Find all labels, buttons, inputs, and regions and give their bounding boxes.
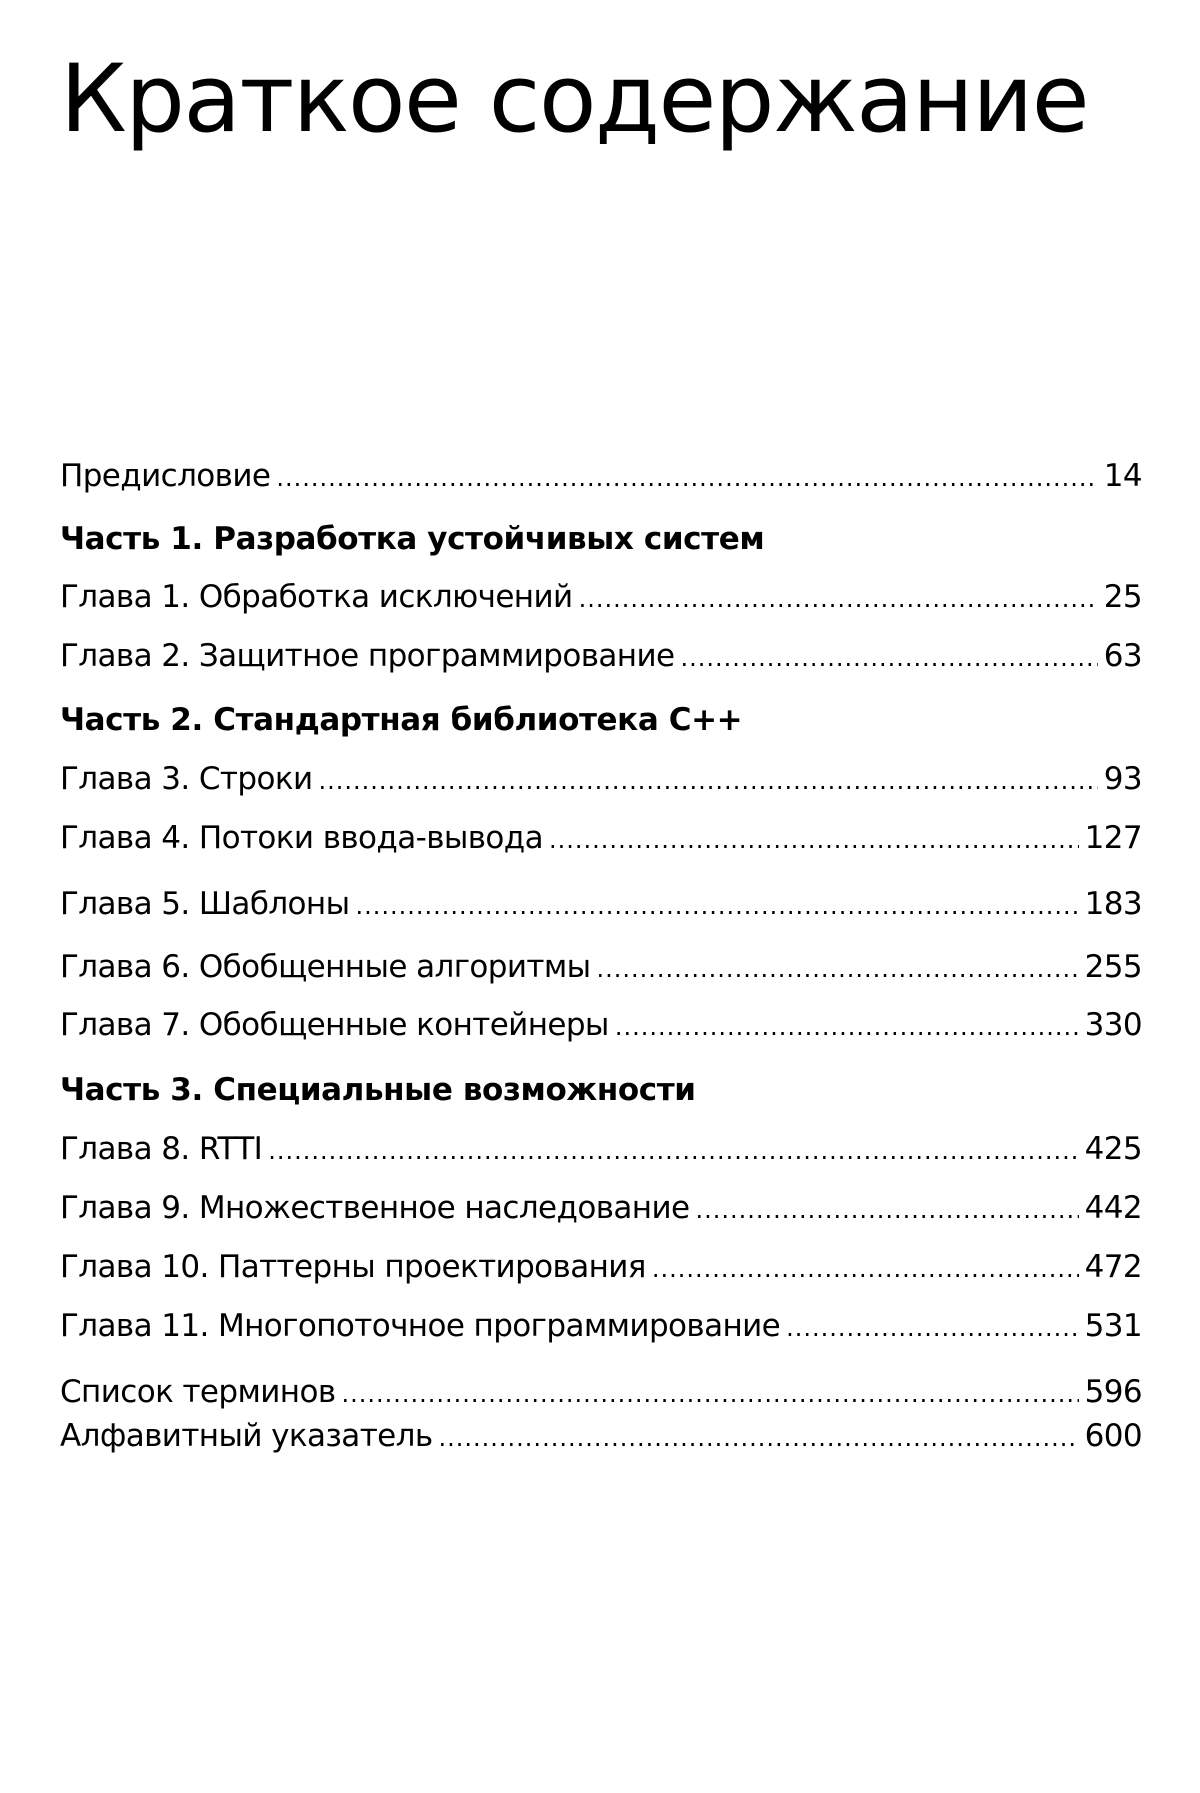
toc-entry-page-number: 127 <box>1084 820 1142 856</box>
dot-leader <box>549 820 1079 860</box>
part-3-heading[interactable]: Часть 3. Специальные возможности <box>60 1072 696 1108</box>
toc-entry-label: Предисловие <box>60 458 271 494</box>
toc-entry-page-number: 330 <box>1084 1007 1142 1043</box>
toc-entry-label: Глава 9. Множественное наследование <box>60 1190 690 1226</box>
toc-entry-page-number: 472 <box>1084 1249 1142 1285</box>
toc-entry-label: Глава 8. RTTI <box>60 1131 263 1167</box>
dot-leader <box>597 949 1079 989</box>
dot-leader <box>355 886 1078 926</box>
toc-entry-label: Глава 4. Потоки ввода-вывода <box>60 820 544 856</box>
toc-entry-label: Глава 3. Строки <box>60 761 313 797</box>
toc-entry-label: Глава 6. Обобщенные алгоритмы <box>60 949 591 985</box>
dot-leader <box>342 1374 1079 1414</box>
part-1-heading[interactable]: Часть 1. Разработка устойчивых систем <box>60 521 765 557</box>
toc-entry-label: Алфавитный указатель <box>60 1418 433 1454</box>
toc-entry-page-number: 442 <box>1084 1190 1142 1226</box>
toc-entry-page-number: 425 <box>1084 1131 1142 1167</box>
toc-entry-chapter-3[interactable] <box>60 759 1142 799</box>
toc-entry-chapter-5[interactable] <box>60 884 1142 924</box>
toc-entry-label: Глава 1. Обработка исключений <box>60 579 573 615</box>
toc-entry-chapter-7[interactable] <box>60 1005 1142 1045</box>
toc-entry-page-number: 255 <box>1084 949 1142 985</box>
dot-leader <box>268 1131 1078 1171</box>
page-title: Краткое содержание <box>60 45 1089 154</box>
toc-entry-chapter-10[interactable] <box>60 1247 1142 1287</box>
toc-entry-label: Глава 2. Защитное программирование <box>60 638 675 674</box>
toc-entry-chapter-2[interactable] <box>60 636 1142 676</box>
toc-entry-page-number: 183 <box>1084 886 1142 922</box>
dot-leader <box>695 1190 1078 1230</box>
dot-leader <box>786 1308 1078 1348</box>
dot-leader <box>681 638 1098 678</box>
toc-entry-page-number: 596 <box>1084 1374 1142 1410</box>
toc-entry-chapter-8[interactable] <box>60 1129 1142 1169</box>
toc-entry-label: Список терминов <box>60 1374 336 1410</box>
toc-entry-page-number: 531 <box>1084 1308 1142 1344</box>
toc-entry-label: Глава 10. Паттерны проектирования <box>60 1249 646 1285</box>
toc-entry-chapter-9[interactable] <box>60 1188 1142 1228</box>
dot-leader <box>439 1418 1079 1458</box>
toc-entry-chapter-11[interactable] <box>60 1306 1142 1346</box>
toc-entry-label: Глава 5. Шаблоны <box>60 886 350 922</box>
dot-leader <box>579 579 1098 619</box>
part-2-heading[interactable]: Часть 2. Стандартная библиотека C++ <box>60 702 743 738</box>
toc-entry-page-number: 14 <box>1103 458 1142 494</box>
toc-entry-chapter-6[interactable] <box>60 947 1142 987</box>
toc-entry-label: Глава 7. Обобщенные контейнеры <box>60 1007 609 1043</box>
toc-entry-chapter-1[interactable] <box>60 577 1142 617</box>
toc-entry-label: Глава 11. Многопоточное программирование <box>60 1308 781 1344</box>
dot-leader <box>276 458 1097 498</box>
dot-leader <box>615 1007 1079 1047</box>
toc-entry-preface[interactable] <box>60 456 1142 496</box>
toc-entry-chapter-4[interactable] <box>60 818 1142 858</box>
toc-entry-glossary[interactable] <box>60 1372 1142 1412</box>
dot-leader <box>652 1249 1079 1289</box>
toc-entry-page-number: 25 <box>1103 579 1142 615</box>
toc-entry-index[interactable] <box>60 1416 1142 1456</box>
toc-entry-page-number: 93 <box>1103 761 1142 797</box>
toc-entry-page-number: 63 <box>1103 638 1142 674</box>
table-of-contents <box>60 0 1142 1793</box>
dot-leader <box>319 761 1098 801</box>
toc-entry-page-number: 600 <box>1084 1418 1142 1454</box>
